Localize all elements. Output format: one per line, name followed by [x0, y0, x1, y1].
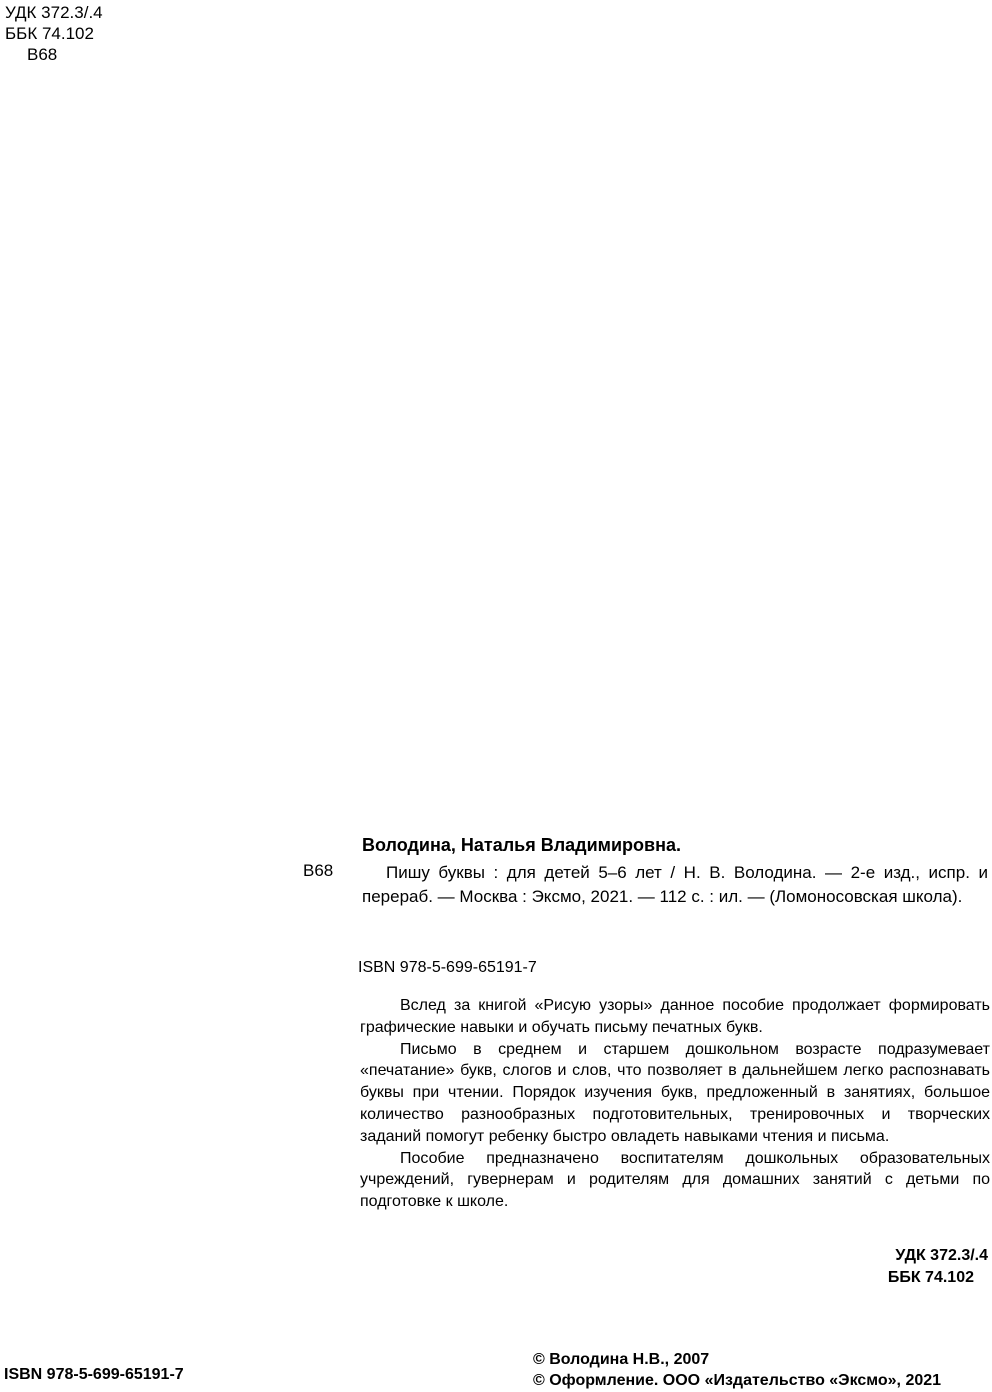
card-isbn: ISBN 978-5-699-65191-7 — [358, 959, 537, 976]
card-abstract — [360, 995, 990, 1213]
copyright-block — [533, 1349, 941, 1391]
top-author-mark: В68 — [27, 45, 58, 64]
abstract-paragraph: Пособие предназначено воспитателям дошкольных образовательных учреждений, гувернерам и родителям для домашних занятий с детьми по подготовке к школе. — [360, 1149, 990, 1211]
bottom-isbn: ISBN 978-5-699-65191-7 — [4, 1366, 184, 1383]
card-description: Пишу буквы : для детей 5–6 лет / Н. В. Володина. — 2-е изд., испр. и перераб. — Москва : Эксмо, 2021. — 112 с. : ил. — (Ломоносовская школа). — [362, 863, 988, 906]
top-classification — [5, 2, 103, 65]
top-bbk: ББК 74.102 — [5, 24, 94, 43]
card-author-mark: В68 — [303, 861, 334, 880]
card-classification — [888, 1245, 988, 1289]
copyright-design: © Оформление. ООО «Издательство «Эксмо», 2021 — [533, 1372, 942, 1389]
top-udk: УДК 372.3/.4 — [5, 3, 103, 22]
card-bbk: ББК 74.102 — [887, 1269, 974, 1286]
card-author: Володина, Наталья Владимировна. — [362, 835, 681, 855]
card-udk: УДК 372.3/.4 — [895, 1247, 988, 1264]
abstract-paragraph: Вслед за книгой «Рисую узоры» данное пособие продолжает формировать графические навыки и обучать письму печатных букв. — [360, 997, 990, 1036]
copyright-author: © Володина Н.В., 2007 — [533, 1351, 710, 1368]
abstract-paragraph: Письмо в среднем и старшем дошкольном возрасте подразумевает «печатание» букв, слогов и слов, что позволяет в дальнейшем легко распознавать буквы при чтении. Порядок изучения букв, предложенный в занятиях, большое количество разнообразных подготовительных, тренировочных и творческих заданий помогут ребенку быстро овладеть навыками чтения и письма. — [360, 1040, 990, 1145]
